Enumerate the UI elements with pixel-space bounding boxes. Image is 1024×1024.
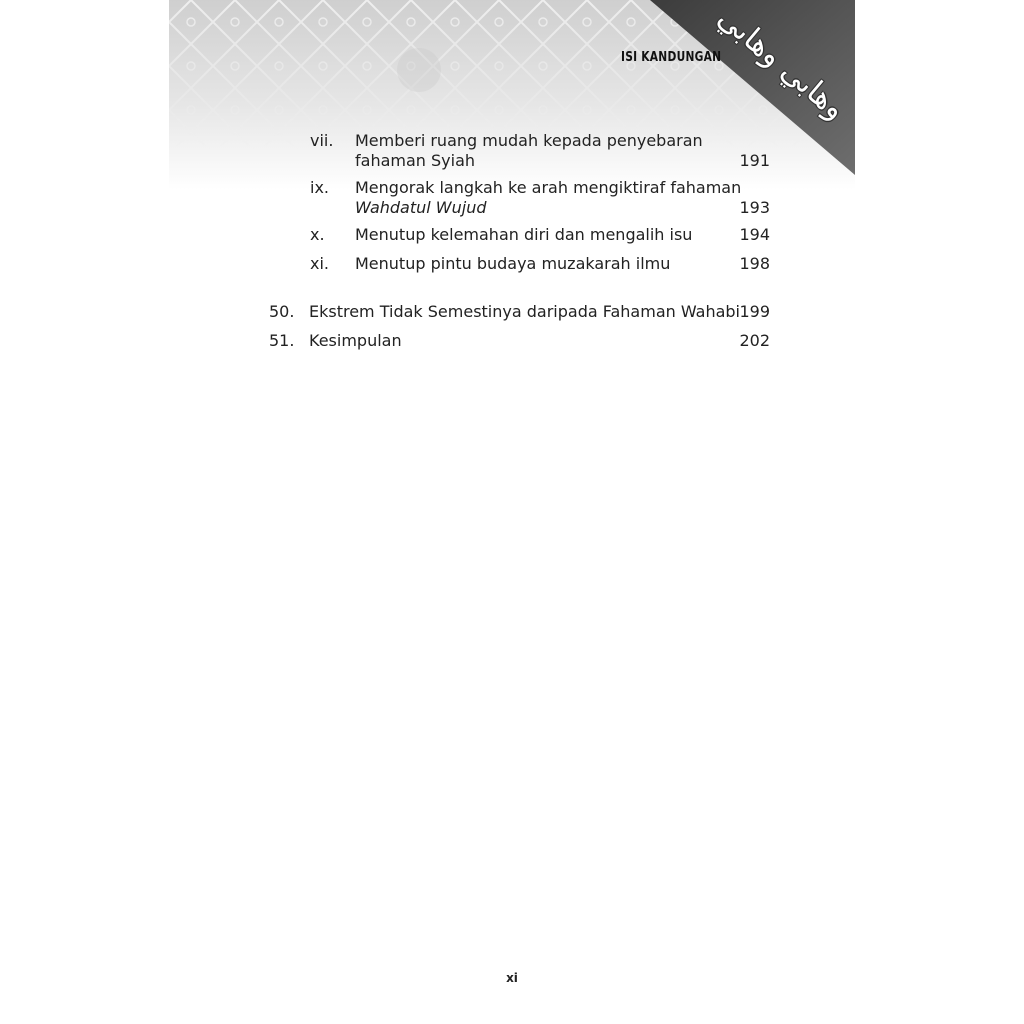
- subitem-title-line: fahaman Syiah: [355, 151, 476, 170]
- subitem-title-line: Menutup pintu budaya muzakarah ilmu: [355, 254, 671, 273]
- subitem-page-number: 194: [739, 225, 770, 244]
- subitem-numeral: vii.: [310, 131, 334, 150]
- subitem-page-number: 198: [739, 254, 770, 273]
- section-title: ISI KANDUNGAN: [621, 50, 722, 65]
- subitem-page-number: 191: [739, 151, 770, 170]
- item-page-number: 202: [739, 331, 770, 350]
- subitem-page-number: 193: [739, 198, 770, 217]
- subitem-title-line-italic: Wahdatul Wujud: [355, 198, 487, 217]
- subitem-numeral: x.: [310, 225, 325, 244]
- subitem-title-line: Memberi ruang mudah kepada penyebaran: [355, 131, 703, 150]
- item-page-number: 199: [739, 302, 770, 321]
- book-page: [169, 0, 855, 1024]
- item-number: 50.: [269, 302, 295, 321]
- subitem-title-line: Menutup kelemahan diri dan mengalih isu: [355, 225, 693, 244]
- table-of-contents: [169, 0, 855, 1024]
- subitem-title-line: Mengorak langkah ke arah mengiktiraf fahaman: [355, 178, 742, 197]
- page-number: xi: [506, 971, 518, 985]
- item-number: 51.: [269, 331, 295, 350]
- subitem-numeral: ix.: [310, 178, 329, 197]
- subitem-numeral: xi.: [310, 254, 329, 273]
- item-title: Kesimpulan: [309, 331, 402, 350]
- item-title: Ekstrem Tidak Semestinya daripada Fahaman Wahabi: [309, 302, 740, 321]
- calligraphy-title: وهابي وهابي: [710, 0, 853, 127]
